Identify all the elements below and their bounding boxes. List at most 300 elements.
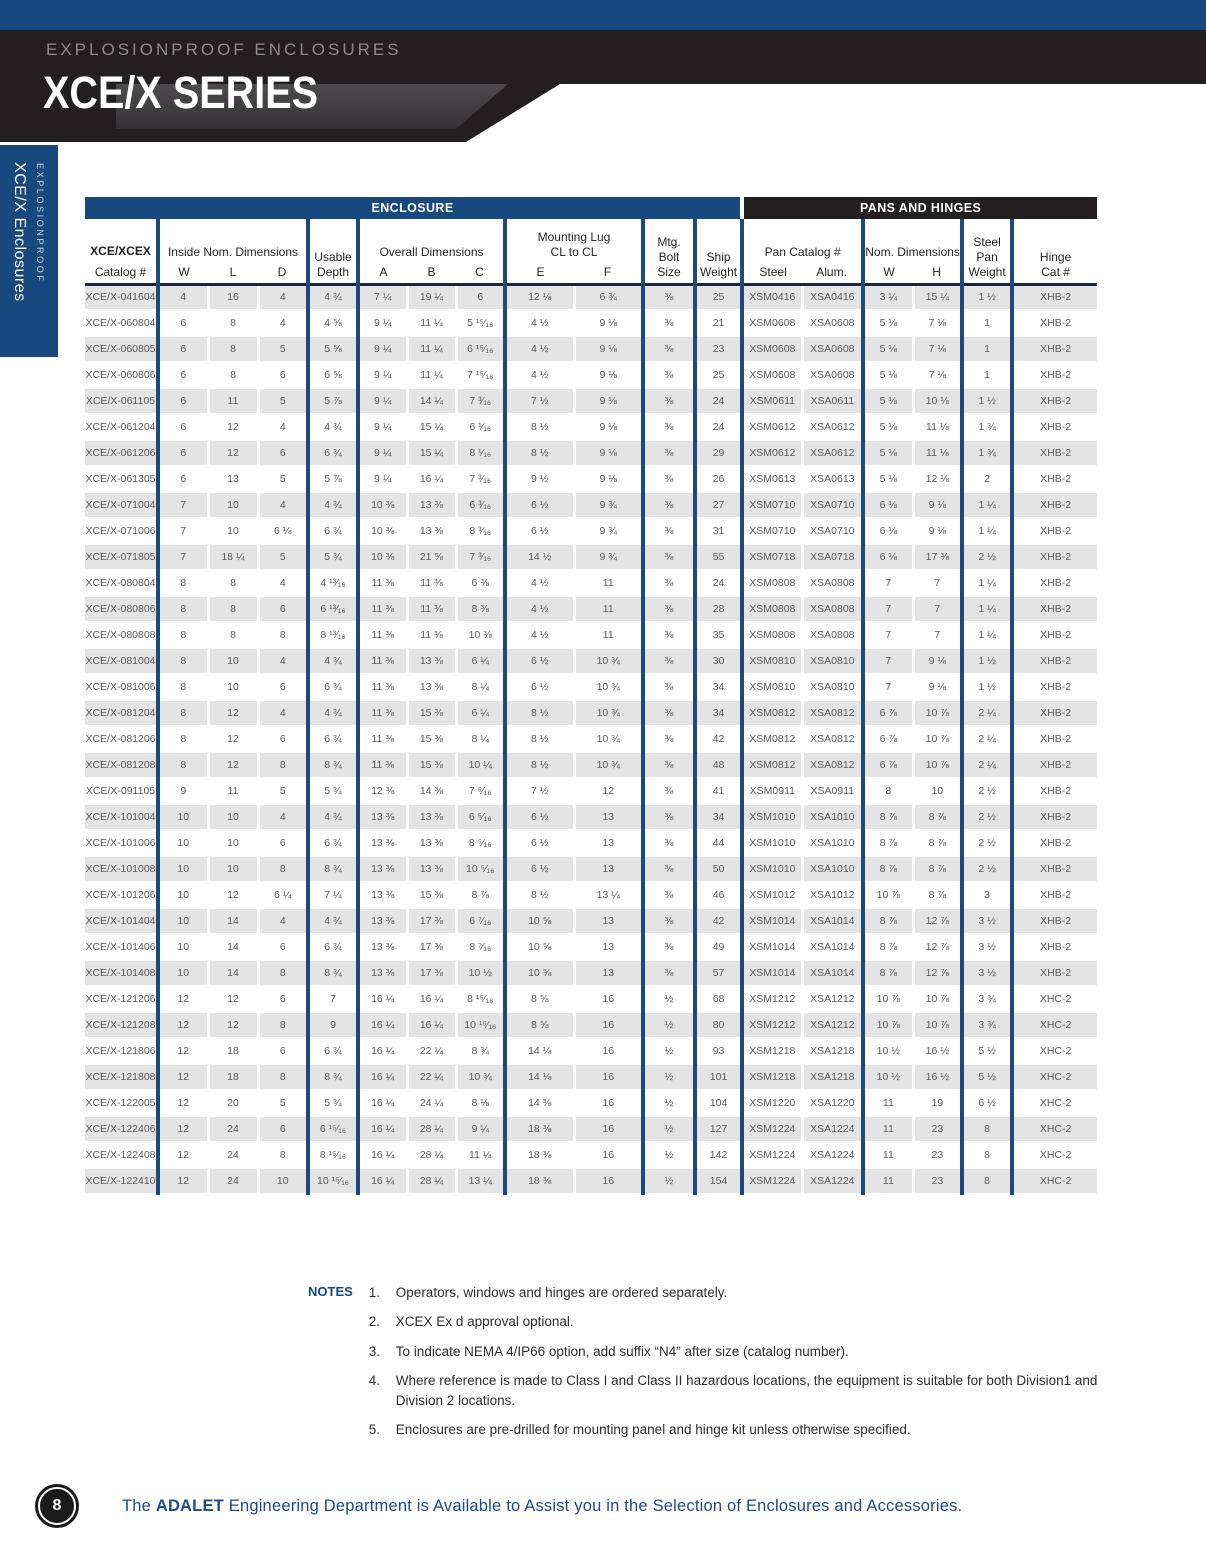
value-cell: 23 xyxy=(695,336,742,362)
value-cell: 6 ¾ xyxy=(308,440,358,466)
table-row xyxy=(85,518,1097,544)
value-cell: 28 ¼ xyxy=(407,1142,456,1168)
value-cell: 1 ¼ xyxy=(962,570,1012,596)
value-cell: 3 ¼ xyxy=(863,284,913,310)
value-cell: 11 ⅛ xyxy=(913,440,962,466)
catalog-number-cell: XCE/X-122005 xyxy=(85,1090,158,1116)
value-cell: 8 xyxy=(158,674,208,700)
value-cell: 14 xyxy=(208,934,258,960)
value-cell: 104 xyxy=(695,1090,742,1116)
group-header-row xyxy=(85,219,1097,263)
value-cell: 7 xyxy=(158,492,208,518)
value-cell: 12 ⅞ xyxy=(913,960,962,986)
col-header-w: W xyxy=(158,263,208,284)
value-cell: ⅜ xyxy=(643,310,695,336)
value-cell: 11 xyxy=(863,1168,913,1194)
value-cell: XSM0710 xyxy=(742,492,802,518)
value-cell: 14 ⅛ xyxy=(505,1038,574,1064)
value-cell: XSA0718 xyxy=(802,544,863,570)
value-cell: XSA1224 xyxy=(802,1168,863,1194)
value-cell: 44 xyxy=(695,830,742,856)
value-cell: 5 xyxy=(258,336,308,362)
value-cell: 19 xyxy=(913,1090,962,1116)
catalog-number-cell: XCE/X-081004 xyxy=(85,648,158,674)
value-cell: 10 ⅜ xyxy=(358,544,407,570)
table-row xyxy=(85,414,1097,440)
value-cell: 9 ⅛ xyxy=(913,492,962,518)
value-cell: 12 xyxy=(208,414,258,440)
value-cell: XSA0812 xyxy=(802,726,863,752)
value-cell: 12 ⅛ xyxy=(505,284,574,310)
value-cell: XSM1224 xyxy=(742,1142,802,1168)
note-item xyxy=(369,1371,1116,1412)
value-cell: 6 ½ xyxy=(505,674,574,700)
footer-text xyxy=(122,1497,962,1516)
value-cell: 7 xyxy=(863,596,913,622)
catalog-number-cell: XCE/X-061204 xyxy=(85,414,158,440)
value-cell: 6 ¼ xyxy=(456,700,505,726)
value-cell: 8 xyxy=(962,1168,1012,1194)
value-cell: 10 ⅞ xyxy=(913,1012,962,1038)
value-cell: 6 ½ xyxy=(505,830,574,856)
value-cell: 6 ½ xyxy=(505,648,574,674)
col-group-nom-dimensions: Nom. Dimensions xyxy=(863,219,962,263)
value-cell: 24 xyxy=(695,414,742,440)
value-cell: XSA1014 xyxy=(802,960,863,986)
value-cell: 6 ⅝ xyxy=(308,362,358,388)
value-cell: 8 xyxy=(258,1064,308,1090)
value-cell: XSA1218 xyxy=(802,1038,863,1064)
value-cell: 4 xyxy=(258,414,308,440)
catalog-number-cell: XCE/X-060806 xyxy=(85,362,158,388)
value-cell: 8 xyxy=(208,596,258,622)
value-cell: ⅜ xyxy=(643,908,695,934)
value-cell: 22 ¼ xyxy=(407,1064,456,1090)
value-cell: 10 xyxy=(208,492,258,518)
value-cell: XSM0808 xyxy=(742,596,802,622)
value-cell: 11 ⅜ xyxy=(358,752,407,778)
value-cell: 17 ⅜ xyxy=(407,934,456,960)
value-cell: 16 ½ xyxy=(913,1038,962,1064)
value-cell: ⅜ xyxy=(643,674,695,700)
catalog-number-cell: XCE/X-080804 xyxy=(85,570,158,596)
value-cell: 4 ½ xyxy=(505,596,574,622)
col-header-pan-h: H xyxy=(913,263,962,284)
value-cell: XHB-2 xyxy=(1012,934,1097,960)
value-cell: 4 ¾ xyxy=(308,648,358,674)
value-cell: 11 xyxy=(863,1116,913,1142)
value-cell: 8 xyxy=(962,1142,1012,1168)
table-row xyxy=(85,726,1097,752)
value-cell: XSM1218 xyxy=(742,1064,802,1090)
value-cell: 5 ¹⁵⁄₁₆ xyxy=(456,310,505,336)
value-cell: 16 xyxy=(208,284,258,310)
value-cell: XSM1220 xyxy=(742,1090,802,1116)
table-row xyxy=(85,466,1097,492)
value-cell: 9 ⅛ xyxy=(913,674,962,700)
value-cell: XHB-2 xyxy=(1012,414,1097,440)
value-cell: XHB-2 xyxy=(1012,544,1097,570)
value-cell: 10 ⅞ xyxy=(913,752,962,778)
value-cell: 4 ½ xyxy=(505,336,574,362)
value-cell: 8 ⅞ xyxy=(913,804,962,830)
value-cell: 13 ⅜ xyxy=(358,804,407,830)
value-cell: 4 ¾ xyxy=(308,700,358,726)
value-cell: 17 ⅜ xyxy=(407,908,456,934)
value-cell: 4 xyxy=(258,804,308,830)
value-cell: 13 ¼ xyxy=(456,1168,505,1194)
value-cell: 13 xyxy=(574,934,643,960)
value-cell: 57 xyxy=(695,960,742,986)
value-cell: 8 ¾ xyxy=(308,752,358,778)
value-cell: 3 ½ xyxy=(962,908,1012,934)
value-cell: 10 ¾ xyxy=(456,1064,505,1090)
value-cell: 21 xyxy=(695,310,742,336)
value-cell: XSM0416 xyxy=(742,284,802,310)
col-header-usable-depth: Usable Depth xyxy=(308,219,358,284)
value-cell: 11 xyxy=(208,388,258,414)
value-cell: 10 ¼ xyxy=(456,752,505,778)
value-cell: ½ xyxy=(643,1038,695,1064)
catalog-number-cell: XCE/X-122408 xyxy=(85,1142,158,1168)
value-cell: 6 ¼ xyxy=(456,648,505,674)
value-cell: 11 ⅜ xyxy=(358,674,407,700)
value-cell: ½ xyxy=(643,1090,695,1116)
note-number: 5. xyxy=(368,1422,381,1438)
value-cell: 6 xyxy=(258,1116,308,1142)
value-cell: 24 xyxy=(208,1168,258,1194)
value-cell: XSA0608 xyxy=(802,336,863,362)
value-cell: ⅜ xyxy=(643,882,695,908)
catalog-number-cell: XCE/X-101406 xyxy=(85,934,158,960)
value-cell: 11 ⅜ xyxy=(407,596,456,622)
catalog-number-cell: XCE/X-101006 xyxy=(85,830,158,856)
value-cell: 6 ⁵⁄₁₆ xyxy=(456,804,505,830)
value-cell: 6 ⅜ xyxy=(456,570,505,596)
value-cell: ⅜ xyxy=(643,570,695,596)
value-cell: 4 ¾ xyxy=(308,804,358,830)
value-cell: XSM0710 xyxy=(742,518,802,544)
value-cell: 80 xyxy=(695,1012,742,1038)
value-cell: XSA0808 xyxy=(802,596,863,622)
value-cell: 10 ⅞ xyxy=(913,700,962,726)
value-cell: XSA0613 xyxy=(802,466,863,492)
footer-brand: ADALET xyxy=(155,1497,224,1515)
value-cell: 16 ¼ xyxy=(407,466,456,492)
value-cell: 6 xyxy=(158,362,208,388)
value-cell: XSM0808 xyxy=(742,622,802,648)
value-cell: 5 ⅛ xyxy=(863,336,913,362)
page-title: XCE/X SERIES xyxy=(43,67,319,118)
value-cell: 12 ⅛ xyxy=(913,466,962,492)
value-cell: 5 ¾ xyxy=(308,1090,358,1116)
value-cell: 12 xyxy=(208,700,258,726)
value-cell: 8 ½ xyxy=(505,440,574,466)
value-cell: 10 ⅛ xyxy=(913,388,962,414)
value-cell: 12 ⅞ xyxy=(913,934,962,960)
col-header-a: A xyxy=(358,263,407,284)
value-cell: 18 xyxy=(208,1064,258,1090)
value-cell: XSM1010 xyxy=(742,856,802,882)
value-cell: XSA1218 xyxy=(802,1064,863,1090)
value-cell: 10 ¾ xyxy=(574,700,643,726)
value-cell: 8 xyxy=(258,1012,308,1038)
value-cell: 10 ¾ xyxy=(574,726,643,752)
value-cell: 6 ½ xyxy=(962,1090,1012,1116)
value-cell: 1 ½ xyxy=(962,388,1012,414)
value-cell: 5 ⅛ xyxy=(863,310,913,336)
value-cell: 6 xyxy=(158,388,208,414)
value-cell: ⅜ xyxy=(643,960,695,986)
value-cell: 10 xyxy=(208,856,258,882)
value-cell: 14 ½ xyxy=(505,544,574,570)
notes-label: NOTES xyxy=(308,1284,353,1299)
table-row xyxy=(85,1090,1097,1116)
value-cell: 16 ¼ xyxy=(358,1116,407,1142)
value-cell: 7 xyxy=(863,674,913,700)
value-cell: 3 xyxy=(962,882,1012,908)
value-cell: 8 ⅛ xyxy=(456,1090,505,1116)
value-cell: 5 ⅛ xyxy=(863,414,913,440)
value-cell: 6 xyxy=(158,336,208,362)
value-cell: 5 xyxy=(258,778,308,804)
value-cell: 3 ¾ xyxy=(962,986,1012,1012)
notes-list xyxy=(369,1283,1116,1450)
value-cell: 6 xyxy=(258,934,308,960)
col-header-c: C xyxy=(456,263,505,284)
note-text: Operators, windows and hinges are ordered separately. xyxy=(395,1285,728,1300)
value-cell: 41 xyxy=(695,778,742,804)
page-number: 8 xyxy=(52,1497,62,1514)
value-cell: 8 ¼ xyxy=(456,674,505,700)
value-cell: 5 ¾ xyxy=(308,544,358,570)
value-cell: 16 xyxy=(574,1090,643,1116)
top-blue-bar xyxy=(0,0,1206,30)
col-header-catalog: XCE/XCEX Catalog # xyxy=(85,219,158,284)
catalog-number-cell: XCE/X-071006 xyxy=(85,518,158,544)
value-cell: 10 ⅞ xyxy=(913,986,962,1012)
value-cell: 22 ¼ xyxy=(407,1038,456,1064)
value-cell: 16 ¼ xyxy=(358,1090,407,1116)
value-cell: 8 ½ xyxy=(505,752,574,778)
value-cell: 10 ¾ xyxy=(574,674,643,700)
value-cell: 9 ¼ xyxy=(358,466,407,492)
value-cell: 15 ¼ xyxy=(407,440,456,466)
value-cell: 12 xyxy=(208,882,258,908)
value-cell: 4 ½ xyxy=(505,362,574,388)
value-cell: 16 ¼ xyxy=(358,1012,407,1038)
value-cell: 8 ¹⁄₁₆ xyxy=(456,440,505,466)
value-cell: 9 ¾ xyxy=(574,518,643,544)
value-cell: 35 xyxy=(695,622,742,648)
value-cell: 8 xyxy=(208,310,258,336)
value-cell: 5 xyxy=(258,388,308,414)
value-cell: 1 ¼ xyxy=(962,622,1012,648)
table-row xyxy=(85,362,1097,388)
value-cell: 15 ¼ xyxy=(407,414,456,440)
value-cell: 6 ½ xyxy=(505,492,574,518)
catalog-number-cell: XCE/X-080806 xyxy=(85,596,158,622)
catalog-number-cell: XCE/X-081204 xyxy=(85,700,158,726)
value-cell: 11 ⅜ xyxy=(407,622,456,648)
col-header-pan-w: W xyxy=(863,263,913,284)
value-cell: 11 xyxy=(574,570,643,596)
value-cell: XSA1220 xyxy=(802,1090,863,1116)
value-cell: 10 ⅜ xyxy=(358,492,407,518)
table-row xyxy=(85,310,1097,336)
value-cell: 1 xyxy=(962,336,1012,362)
value-cell: 6 ¹³⁄₁₆ xyxy=(308,596,358,622)
value-cell: XSA1010 xyxy=(802,830,863,856)
value-cell: ⅜ xyxy=(643,622,695,648)
value-cell: 12 xyxy=(208,752,258,778)
catalog-table xyxy=(85,197,1097,1195)
value-cell: 42 xyxy=(695,726,742,752)
value-cell: 7 ¼ xyxy=(308,882,358,908)
catalog-number-cell: XCE/X-122410 xyxy=(85,1168,158,1194)
value-cell: XSM1224 xyxy=(742,1116,802,1142)
value-cell: 6 ¹⁄₁₆ xyxy=(456,414,505,440)
value-cell: 16 ¼ xyxy=(358,1038,407,1064)
value-cell: 2 ½ xyxy=(962,856,1012,882)
value-cell: ⅜ xyxy=(643,830,695,856)
table-row xyxy=(85,622,1097,648)
value-cell: 10 xyxy=(158,804,208,830)
value-cell: 16 ¼ xyxy=(358,1168,407,1194)
value-cell: 2 xyxy=(962,466,1012,492)
note-text: Enclosures are pre-drilled for mounting panel and hinge kit unless otherwise specified. xyxy=(395,1422,911,1438)
note-item xyxy=(369,1283,1116,1303)
value-cell: ⅜ xyxy=(643,388,695,414)
value-cell: 12 xyxy=(158,1090,208,1116)
value-cell: 6 ⅛ xyxy=(863,492,913,518)
value-cell: 7 ⅛ xyxy=(913,362,962,388)
value-cell: 15 ⅜ xyxy=(407,726,456,752)
value-cell: XSM0911 xyxy=(742,778,802,804)
value-cell: 16 ¼ xyxy=(407,986,456,1012)
value-cell: XHB-2 xyxy=(1012,388,1097,414)
value-cell: 1 ¼ xyxy=(962,492,1012,518)
table-row xyxy=(85,1064,1097,1090)
catalog-number-cell: XCE/X-060805 xyxy=(85,336,158,362)
value-cell: 4 ¾ xyxy=(308,492,358,518)
section-tab-label: XCE/X Enclosures xyxy=(11,162,28,302)
value-cell: 13 ⅜ xyxy=(407,830,456,856)
page-number-badge xyxy=(35,1484,79,1528)
col-group-inside-dimensions: Inside Nom. Dimensions xyxy=(158,219,308,263)
value-cell: 3 ¾ xyxy=(962,1012,1012,1038)
value-cell: XHB-2 xyxy=(1012,284,1097,310)
value-cell: 26 xyxy=(695,466,742,492)
value-cell: 10 ½ xyxy=(863,1064,913,1090)
value-cell: XSA1012 xyxy=(802,882,863,908)
value-cell: 13 ⅜ xyxy=(407,518,456,544)
value-cell: 13 ⅜ xyxy=(358,908,407,934)
value-cell: 13 xyxy=(574,856,643,882)
section-tab-category: EXPLOSIONPROOF xyxy=(35,163,45,284)
value-cell: 8 ⅞ xyxy=(863,934,913,960)
value-cell: 10 ⅝ xyxy=(505,908,574,934)
value-cell: 14 xyxy=(208,908,258,934)
value-cell: 8 ½ xyxy=(505,700,574,726)
value-cell: 5 ⅝ xyxy=(308,336,358,362)
value-cell: 2 ¼ xyxy=(962,752,1012,778)
value-cell: ½ xyxy=(643,1168,695,1194)
table-row xyxy=(85,804,1097,830)
value-cell: 18 ¼ xyxy=(208,544,258,570)
value-cell: 15 ⅜ xyxy=(407,882,456,908)
value-cell: XSM1212 xyxy=(742,1012,802,1038)
value-cell: 18 xyxy=(208,1038,258,1064)
value-cell: 11 ¼ xyxy=(407,362,456,388)
value-cell: 9 ¼ xyxy=(456,1116,505,1142)
value-cell: 10 xyxy=(208,518,258,544)
value-cell: ⅜ xyxy=(643,596,695,622)
value-cell: 68 xyxy=(695,986,742,1012)
value-cell: 6 ⁷⁄₁₆ xyxy=(456,908,505,934)
value-cell: XSA1224 xyxy=(802,1116,863,1142)
value-cell: 17 ⅜ xyxy=(913,544,962,570)
col-header-bolt-size: Mtg. Bolt Size xyxy=(643,219,695,284)
value-cell: 12 xyxy=(158,1142,208,1168)
value-cell: 6 xyxy=(258,362,308,388)
value-cell: 10 ⁵⁄₁₆ xyxy=(456,856,505,882)
value-cell: 13 ⅜ xyxy=(407,648,456,674)
value-cell: XSA1212 xyxy=(802,1012,863,1038)
value-cell: XHB-2 xyxy=(1012,310,1097,336)
value-cell: 11 ⅜ xyxy=(358,596,407,622)
value-cell: 7 xyxy=(913,570,962,596)
value-cell: 16 ½ xyxy=(913,1064,962,1090)
table-row xyxy=(85,648,1097,674)
value-cell: 2 ½ xyxy=(962,830,1012,856)
value-cell: XSM0613 xyxy=(742,466,802,492)
value-cell: XSA0612 xyxy=(802,440,863,466)
table-row xyxy=(85,674,1097,700)
value-cell: 10 xyxy=(158,856,208,882)
value-cell: ⅜ xyxy=(643,518,695,544)
value-cell: 7 ¹⁵⁄₁₆ xyxy=(456,362,505,388)
value-cell: 13 ⅜ xyxy=(358,830,407,856)
value-cell: 4 xyxy=(258,492,308,518)
value-cell: 29 xyxy=(695,440,742,466)
catalog-number-cell: XCE/X-101206 xyxy=(85,882,158,908)
table-row xyxy=(85,830,1097,856)
table-row xyxy=(85,570,1097,596)
value-cell: ⅜ xyxy=(643,752,695,778)
value-cell: 5 ½ xyxy=(962,1038,1012,1064)
value-cell: 6 ½ xyxy=(505,518,574,544)
col-header-ship-weight: Ship Weight xyxy=(695,219,742,284)
catalog-number-cell: XCE/X-101008 xyxy=(85,856,158,882)
value-cell: 6 xyxy=(158,440,208,466)
value-cell: 15 ⅜ xyxy=(407,700,456,726)
value-cell: 30 xyxy=(695,648,742,674)
value-cell: 14 ¼ xyxy=(407,388,456,414)
value-cell: 8 xyxy=(158,700,208,726)
note-number: 1. xyxy=(368,1285,381,1300)
value-cell: 13 xyxy=(574,830,643,856)
value-cell: 6 ¾ xyxy=(308,674,358,700)
value-cell: 4 xyxy=(258,908,308,934)
value-cell: XSA1010 xyxy=(802,856,863,882)
value-cell: 31 xyxy=(695,518,742,544)
value-cell: 10 xyxy=(208,830,258,856)
value-cell: 9 ¼ xyxy=(358,388,407,414)
value-cell: 11 ⅜ xyxy=(407,570,456,596)
value-cell: 34 xyxy=(695,804,742,830)
value-cell: 10 xyxy=(208,674,258,700)
